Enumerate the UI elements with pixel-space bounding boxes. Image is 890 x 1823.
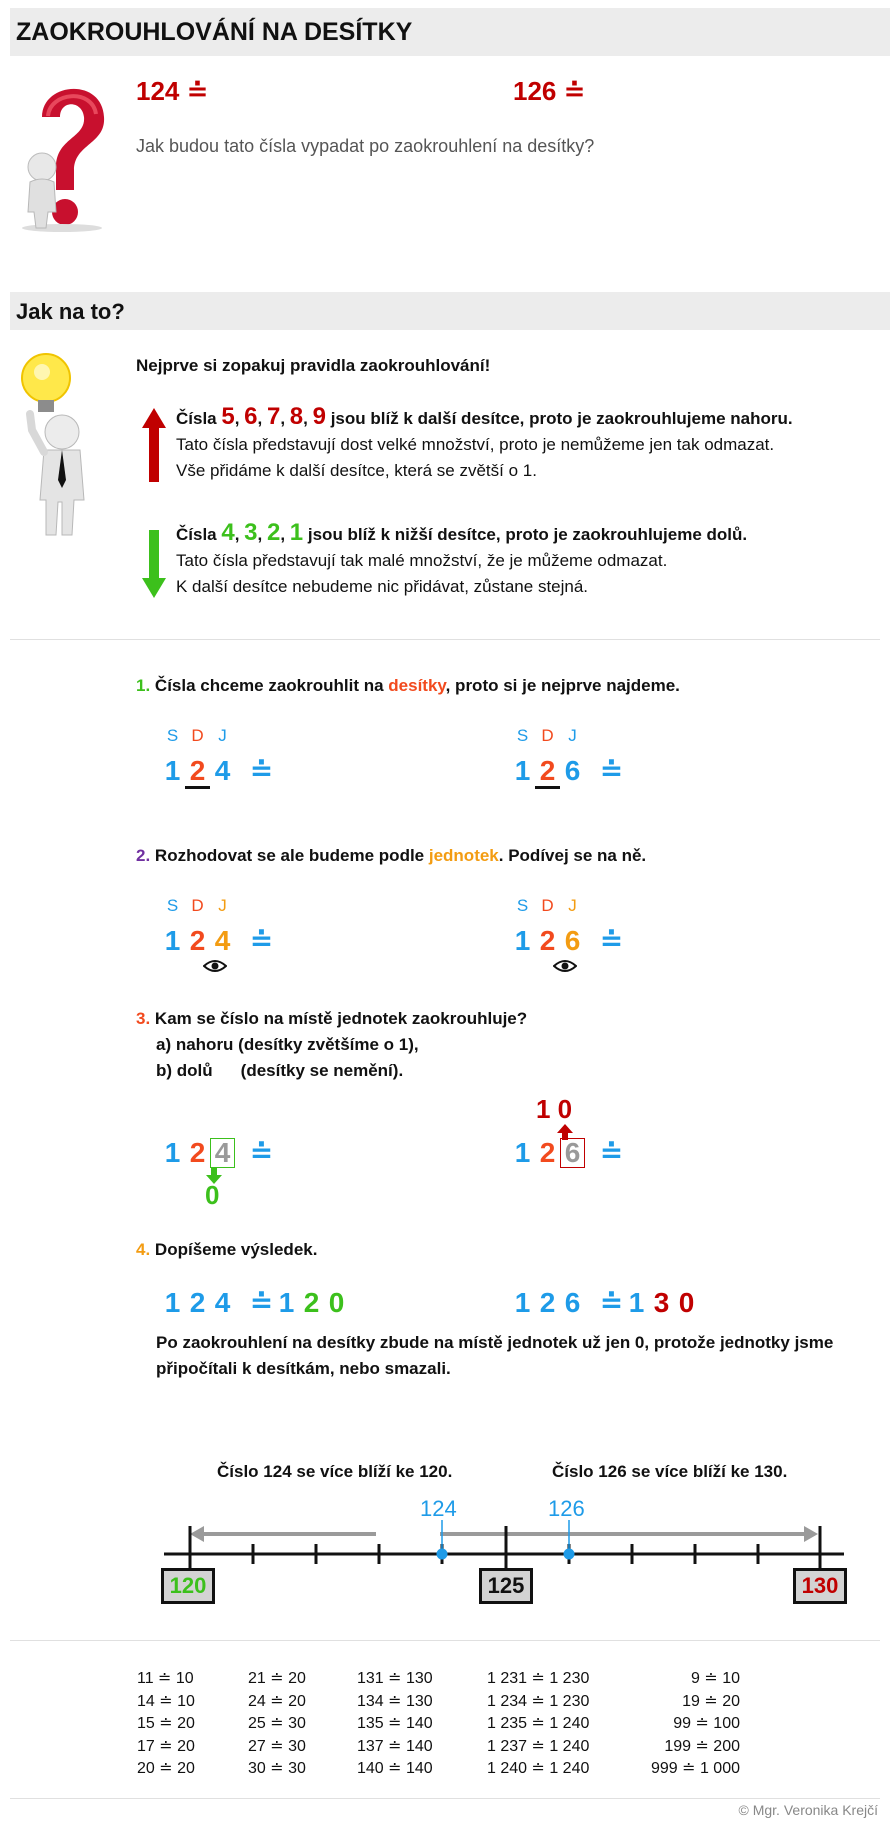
units-box: 4 (210, 1138, 235, 1168)
intro-question: Jak budou tato čísla vypadat po zaokrouhlení na desítky? (136, 136, 595, 156)
rule-up: Čísla 5, 6, 7, 8, 9 jsou blíž k další desítce, proto je zaokrouhlujeme nahoru. Tato čísla představují dost velké množství, proto je nemůžeme jen tak odmazat. Vše přidáme k další desítce, která se zvětší o 1. (176, 403, 793, 480)
point-label-124: 124 (420, 1496, 457, 1521)
eye-icon (203, 958, 227, 974)
step4-heading: 4. Dopíšeme výsledek. (136, 1240, 318, 1259)
arrow-down-icon (142, 530, 166, 598)
examples-col1: 11 ≐ 10 14 ≐ 10 15 ≐ 20 17 ≐ 20 20 ≐ 20 (137, 1670, 195, 1777)
examples-col3: 131 ≐ 130 134 ≐ 130 135 ≐ 140 137 ≐ 140 140 ≐ 140 (357, 1670, 433, 1777)
lightbulb-figure-icon (18, 350, 98, 540)
place-labels-right-1: S D J (516, 726, 577, 745)
label-130: 130 (793, 1568, 847, 1604)
label-120: 120 (161, 1568, 215, 1604)
examples-col5: 9 ≐ 10 19 ≐ 20 99 ≐ 100 199 ≐ 200 999 ≐ 1 000 (650, 1670, 740, 1777)
page-title: ZAOKROUHLOVÁNÍ NA DESÍTKY (16, 18, 413, 46)
number-left-3: 1 2 4 ≐ (164, 1137, 274, 1168)
step4-note: Po zaokrouhlení na desítky zbude na místě jednotek už jen 0, protože jednotky jsme připočítali k desítkám, nebo smazali. (156, 1333, 834, 1378)
rule-down: Čísla 4, 3, 2, 1 jsou blíž k nižší desítce, proto je zaokrouhlujeme dolů. Tato čísla představují tak malé množství, že je můžeme odmazat. K další desítce nebudeme nic přidávat, zůstane stejná. (176, 519, 748, 596)
tens-digit: 2 (185, 756, 210, 789)
howto-lead: Nejprve si zopakuj pravidla zaokrouhlování! (136, 356, 491, 375)
arrow-up-icon (142, 408, 166, 482)
units-box: 6 (560, 1138, 585, 1168)
divider (10, 1798, 880, 1799)
divider (10, 1640, 880, 1641)
number-left-2: 1 2 4 ≐ (164, 925, 274, 956)
label-125: 125 (479, 1568, 533, 1604)
number-right-1: 1 2 6 ≐ (510, 754, 624, 789)
divider (10, 639, 880, 640)
place-labels-left-1: S D J (166, 726, 227, 745)
point-label-126: 126 (548, 1496, 585, 1521)
round-up-result: 1 0 (536, 1094, 573, 1124)
intro-number-126: 126 ≐ (513, 76, 586, 106)
step2-heading: 2. Rozhodovat se ale budeme podle jednotek. Podívej se na ně. (136, 846, 647, 865)
round-down-result: 0 (205, 1180, 220, 1210)
number-left-1: 1 2 4 ≐ (160, 754, 274, 789)
numberline-caption-right: Číslo 126 se více blíží ke 130. (552, 1462, 788, 1481)
eye-icon (553, 958, 577, 974)
tens-digit: 2 (535, 756, 560, 789)
howto-band (10, 292, 890, 330)
numberline-caption-left: Číslo 124 se více blíží ke 120. (217, 1462, 453, 1481)
step1-heading: 1. Čísla chceme zaokrouhlit na desítky, proto si je nejprve najdeme. (136, 676, 680, 695)
number-right-2: 1 2 6 ≐ (514, 925, 624, 956)
question-figure-icon (12, 72, 112, 232)
step3-heading: 3. Kam se číslo na místě jednotek zaokrouhluje? a) nahoru (desítky zvětšíme o 1), b) dolů (desítky se nemění). (136, 1009, 528, 1080)
howto-title: Jak na to? (16, 299, 125, 324)
place-labels-left-2: S D J (166, 896, 227, 915)
result-left: 1 2 4 ≐ 1 2 0 (164, 1287, 345, 1318)
place-labels-right-2: S D J (516, 896, 577, 915)
intro-number-124: 124 ≐ (136, 76, 209, 106)
examples-col4: 1 231 ≐ 1 230 1 234 ≐ 1 230 1 235 ≐ 1 240 1 237 ≐ 1 240 1 240 ≐ 1 240 (487, 1670, 590, 1777)
result-right: 1 2 6 ≐ 1 3 0 (514, 1287, 695, 1318)
examples-col2: 21 ≐ 20 24 ≐ 20 25 ≐ 30 27 ≐ 30 30 ≐ 30 (248, 1670, 306, 1777)
number-right-3: 1 2 6 ≐ (514, 1137, 624, 1168)
footer-credit: © Mgr. Veronika Krejčí (738, 1802, 878, 1818)
